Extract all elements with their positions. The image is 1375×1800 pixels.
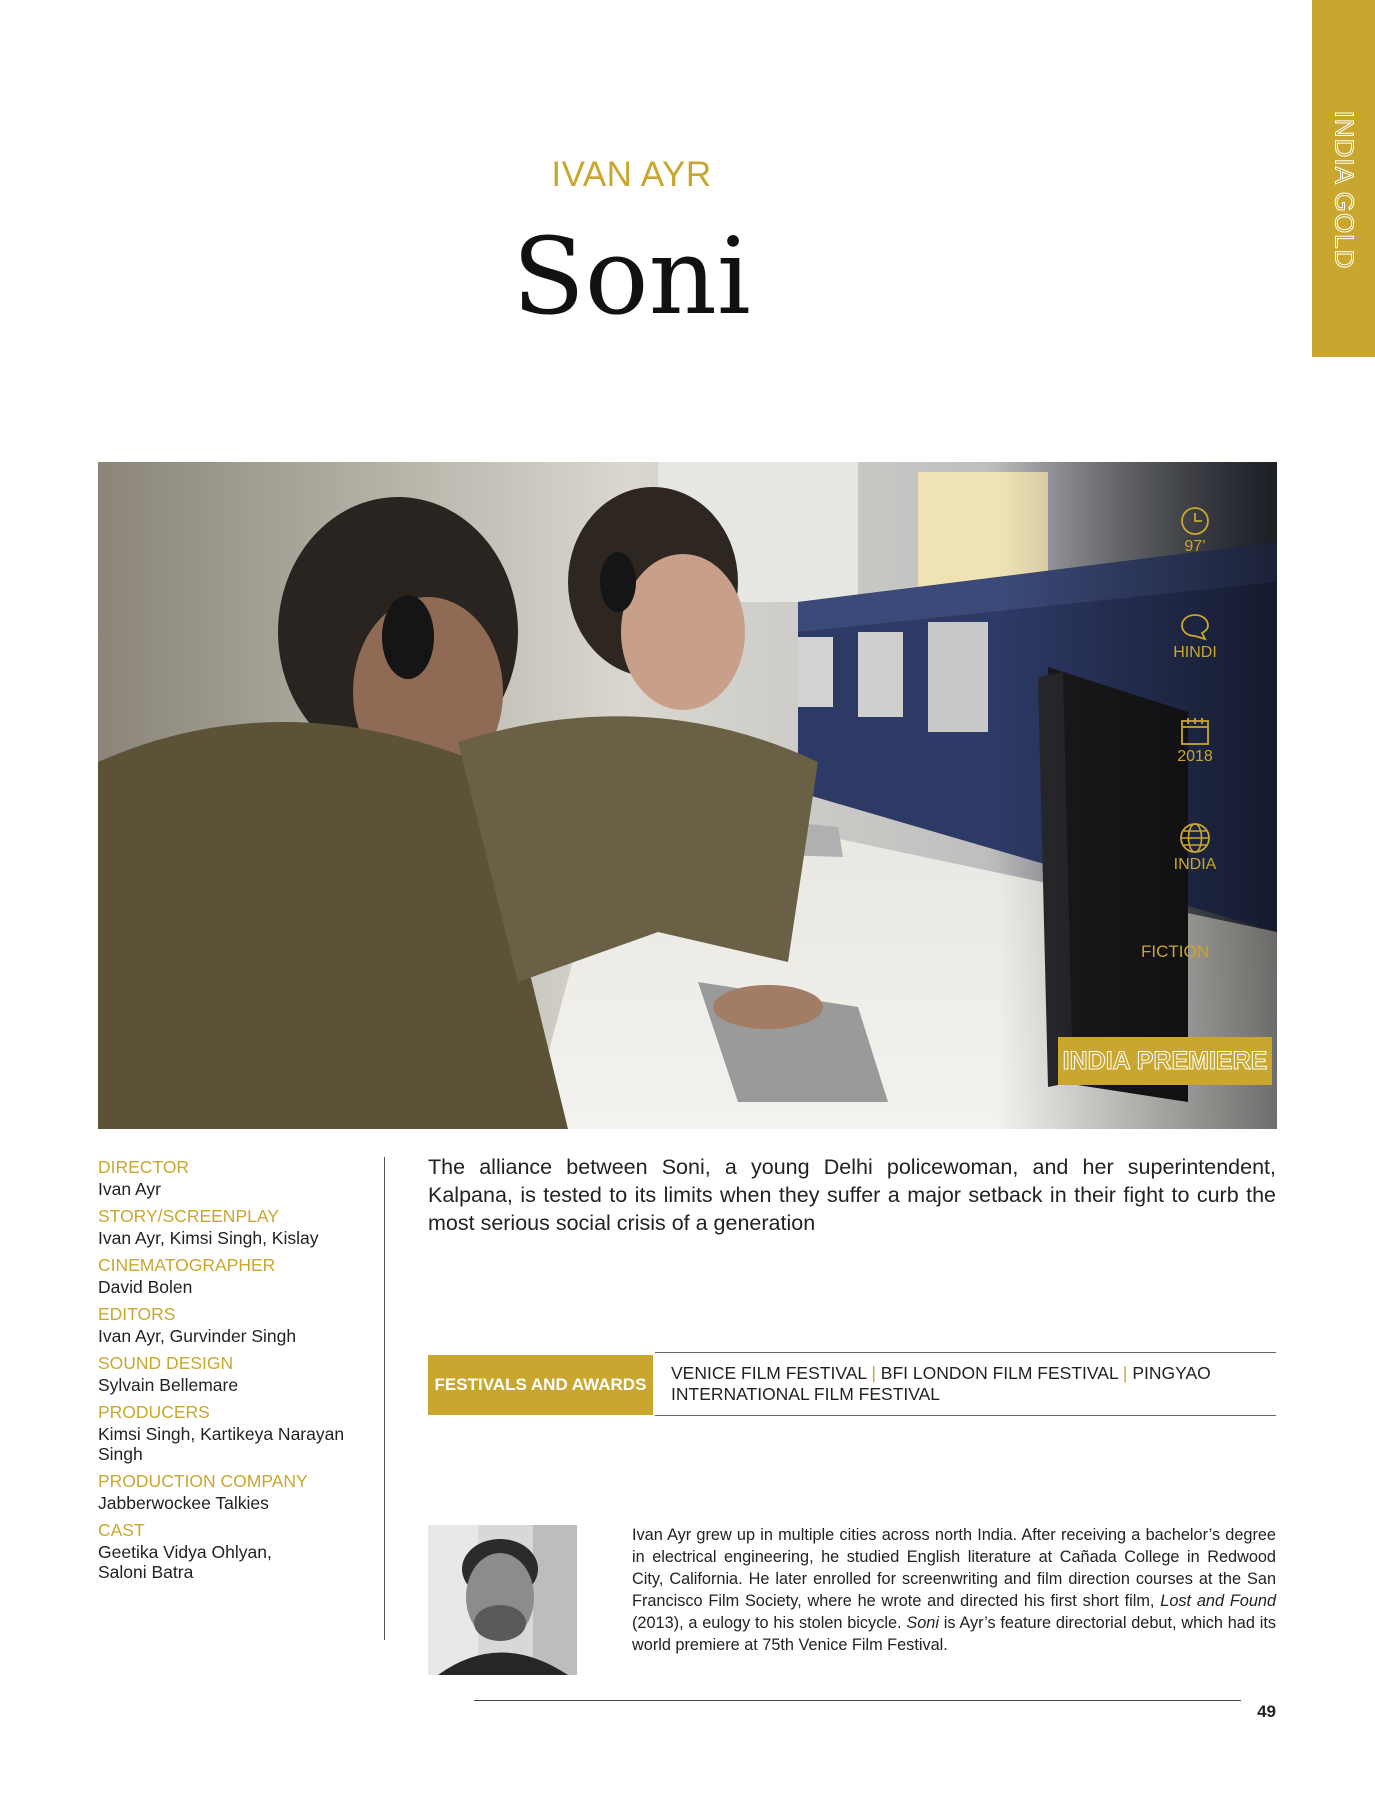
credit-name: Kimsi Singh, Kartikeya Narayan Singh <box>98 1424 345 1464</box>
festival-separator: | <box>871 1363 876 1383</box>
premiere-label: INDIA PREMIERE <box>1062 1046 1268 1075</box>
globe-icon <box>1179 822 1211 854</box>
director-name: IVAN AYR <box>551 155 712 194</box>
bio-text-part: is Ayr’s feature directorial debut, which had its world premiere at 75th Venice Film Festival. <box>632 1614 1276 1654</box>
festival-item: VENICE FILM FESTIVAL <box>671 1363 867 1383</box>
credit-name: Jabberwockee Talkies <box>98 1493 269 1513</box>
language-meta <box>1130 612 1260 662</box>
genre-label: FICTION <box>1141 942 1209 961</box>
festivals-text <box>671 1363 1271 1405</box>
language-label: HINDI <box>1173 644 1217 661</box>
credit-name: Ivan Ayr, Kimsi Singh, Kislay <box>98 1228 319 1248</box>
credit-name: David Bolen <box>98 1277 193 1297</box>
credit-name: Ivan Ayr <box>98 1179 161 1199</box>
credit-role: CINEMATOGRAPHER <box>98 1255 276 1275</box>
premiere-badge <box>1058 1037 1272 1085</box>
speech-bubble-icon <box>1179 612 1211 642</box>
duration-label: 97’ <box>1184 538 1206 555</box>
director-photo <box>428 1525 577 1675</box>
bio-text-part: (2013), a eulogy to his stolen bicycle. <box>632 1614 907 1632</box>
year-meta <box>1130 716 1260 766</box>
credits-list <box>98 1155 368 1587</box>
calendar-icon <box>1180 716 1210 746</box>
film-title: Soni <box>512 215 751 338</box>
festivals-list <box>655 1352 1276 1416</box>
bio-text-part: grew up in multiple cities across north India. After receiving a bachelor’s degree in electrical engineering, he studied English literature at Cañada College in Redwood City, California. He later enrolled for screenwriting and film direction courses at the San Francisco Film Society, where he wrote and directed his first short film, <box>632 1526 1276 1610</box>
film-still-image <box>98 462 1277 1129</box>
festival-item: BFI LONDON FILM FESTIVAL <box>880 1363 1119 1383</box>
genre-meta <box>1110 942 1240 962</box>
page-number: 49 <box>1257 1702 1276 1721</box>
credit-role: EDITORS <box>98 1304 176 1324</box>
bio-short-film: Lost and Found <box>1160 1592 1277 1610</box>
festival-item: PINGYAO INTERNATIONAL FILM FESTIVAL <box>671 1363 1211 1404</box>
credit-role: PRODUCERS <box>98 1402 210 1422</box>
section-tab-label: INDIA GOLD <box>1329 110 1359 270</box>
duration-meta <box>1130 506 1260 556</box>
credit-name: Ivan Ayr, Gurvinder Singh <box>98 1326 297 1346</box>
year-label: 2018 <box>1177 748 1213 765</box>
credits-divider <box>384 1157 385 1640</box>
section-tab <box>1312 0 1375 357</box>
credit-role: STORY/SCREENPLAY <box>98 1206 279 1226</box>
clock-icon <box>1180 506 1210 536</box>
director-portrait-image <box>428 1525 577 1675</box>
footer-rule <box>474 1700 1241 1701</box>
director-bio <box>632 1524 1276 1656</box>
bio-name: Ivan Ayr <box>632 1526 692 1544</box>
credit-role: DIRECTOR <box>98 1157 190 1177</box>
bio-feature-title: Soni <box>906 1614 939 1632</box>
credit-name: Geetika Vidya Ohlyan, Saloni Batra <box>98 1542 272 1582</box>
film-still <box>98 462 1277 1129</box>
credit-role: SOUND DESIGN <box>98 1353 234 1373</box>
credit-name: Sylvain Bellemare <box>98 1375 239 1395</box>
country-label: INDIA <box>1173 856 1217 873</box>
country-meta <box>1130 822 1260 874</box>
credit-role: PRODUCTION COMPANY <box>98 1471 308 1491</box>
credit-role: CAST <box>98 1520 145 1540</box>
festival-separator: | <box>1122 1363 1128 1383</box>
festivals-label: FESTIVALS AND AWARDS <box>428 1355 653 1415</box>
synopsis: The alliance between Soni, a young Delhi policewoman, and her superintendent, Kalpana, is tested to its limits when they suffer a major setback in their fight to curb the most serious social crisis of a generation <box>428 1155 1276 1235</box>
